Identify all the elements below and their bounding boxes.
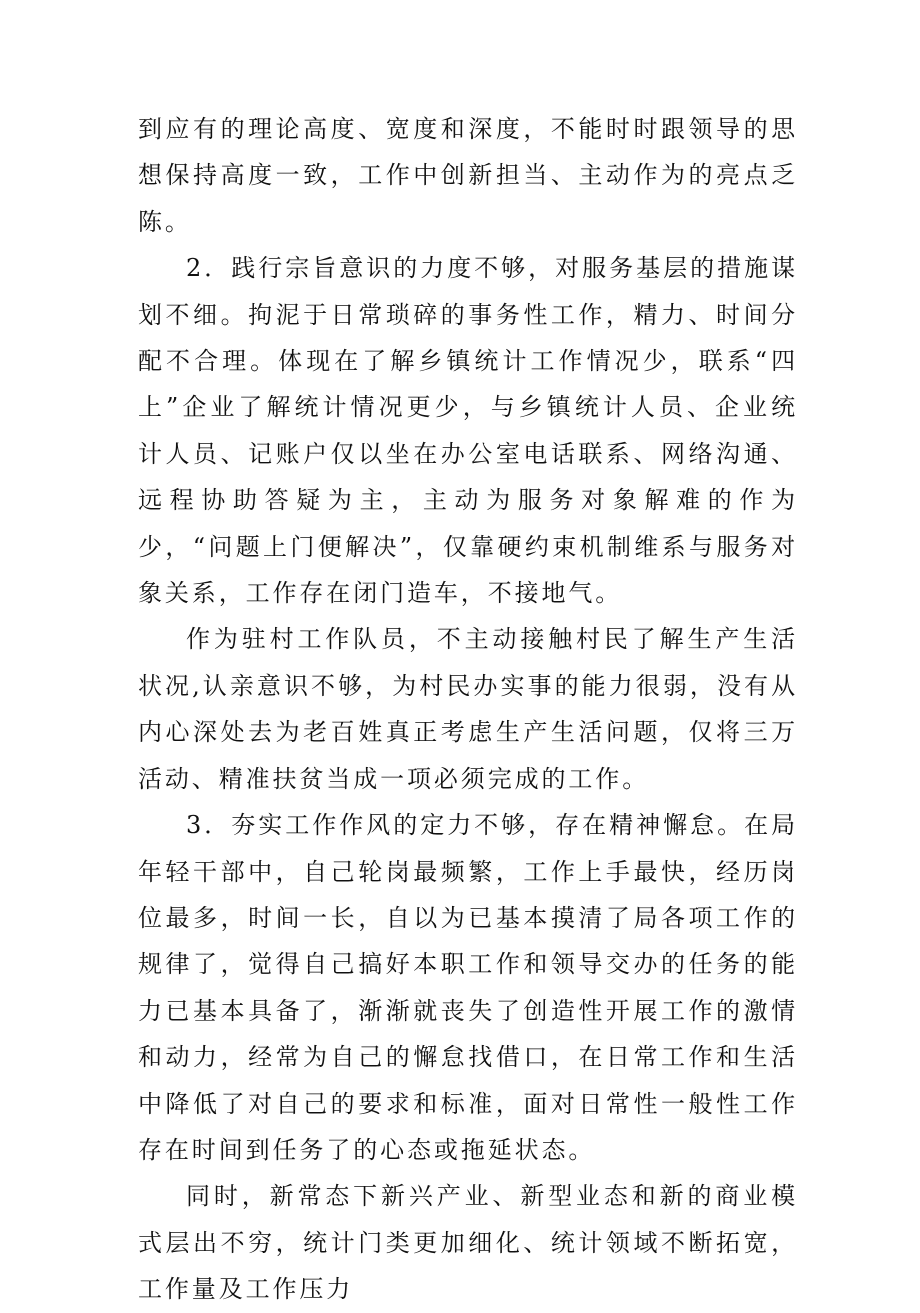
paragraph-new-normal: 同时，新常态下新兴产业、新型业态和新的商业模式层出不穷，统计门类更加细化、统计领域不断拓宽，工作量及工作压力 [138, 1182, 798, 1304]
paragraph-continuation: 到应有的理论高度、宽度和深度，不能时时跟领导的思想保持高度一致，工作中创新担当、主动作为的亮点乏陈。 [138, 115, 798, 236]
paragraph-item-3: 3．夯实工作作风的定力不够，存在精神懈怠。在局年轻干部中，自己轮岗最频繁，工作上手最快，经历岗位最多，时间一长，自以为已基本摸清了局各项工作的规律了，觉得自己搞好本职工作和领导交办的任务的能力已基本具备了，渐渐就丧失了创造性开展工作的激情和动力，经常为自己的懈怠找借口，在日常工作和生活中降低了对自己的要求和标准，面对日常性一般性工作存在时间到任务了的心态或拖延状态。 [138, 811, 798, 1164]
paragraph-item-2: 2．践行宗旨意识的力度不够，对服务基层的措施谋划不细。拘泥于日常琐碎的事务性工作，精力、时间分配不合理。体现在了解乡镇统计工作情况少，联系“四上”企业了解统计情况更少，与乡镇统计人员、企业统计人员、记账户仅以坐在办公室电话联系、网络沟通、远程协助答疑为主，主动为服务对象解难的作为少，“问题上门便解决”，仅靠硬约束机制维系与服务对象关系，工作存在闭门造车，不接地气。 [138, 254, 798, 608]
paragraph-village-work: 作为驻村工作队员，不主动接触村民了解生产生活状况,认亲意识不够，为村民办实事的能力很弱，没有从内心深处去为老百姓真正考虑生产生活问题，仅将三万活动、精准扶贫当成一项必须完成的工作。 [138, 625, 798, 793]
document-body [138, 106, 798, 1313]
